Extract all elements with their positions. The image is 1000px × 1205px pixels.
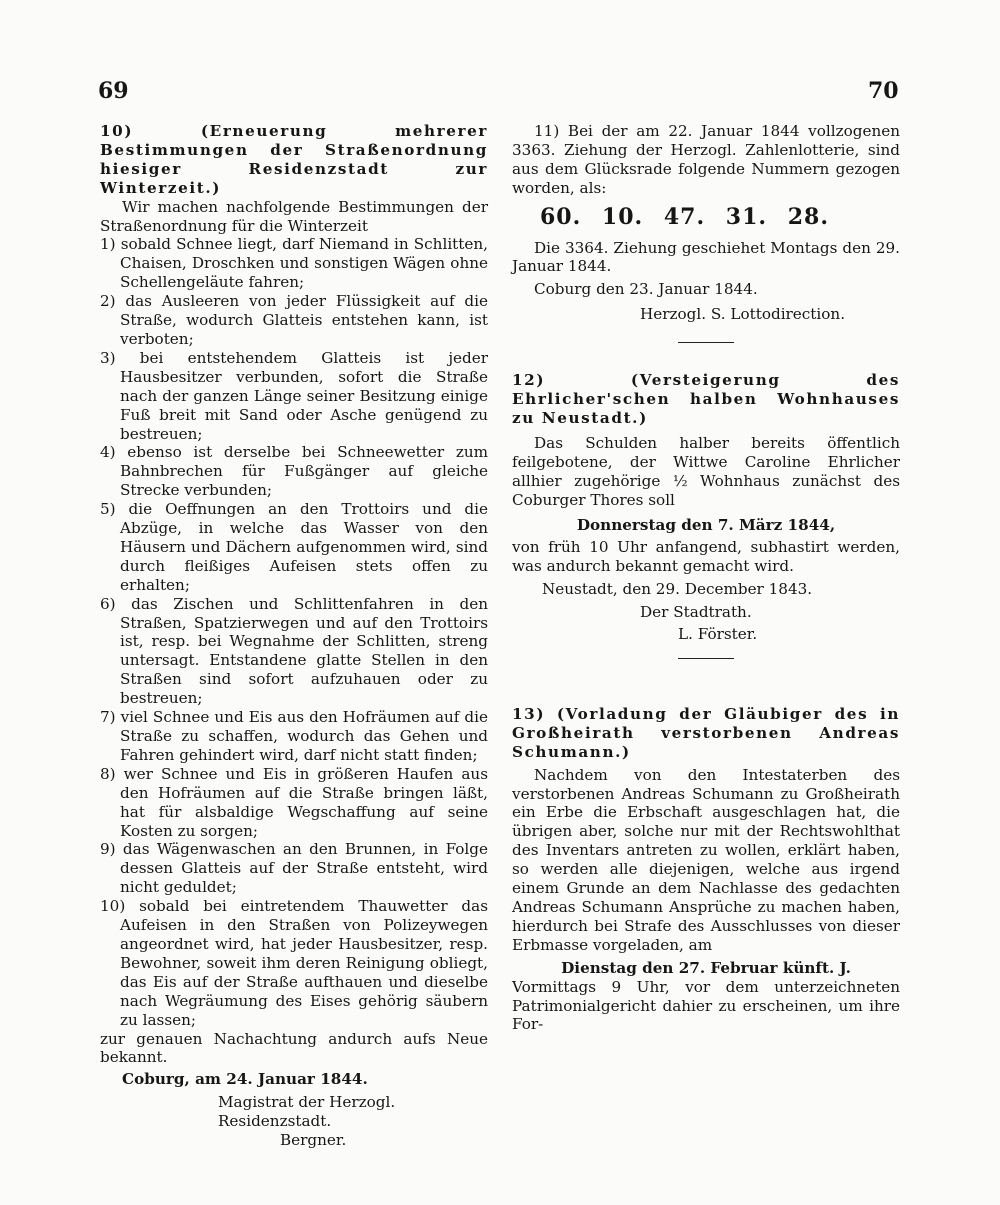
notice-12-authority: Der Stadtrath. xyxy=(640,603,752,622)
notice-11-date: Coburg den 23. Januar 1844. xyxy=(534,280,758,299)
page-number-right: 70 xyxy=(868,78,899,104)
regulation-item: 2) das Ausleeren von jeder Flüssigkeit auf die Straße, wodurch Glatteis entstehen kann, ist verboten; xyxy=(100,292,488,348)
regulation-item: 6) das Zischen und Schlittenfahren in den Straßen, Spatzierwegen und auf den Trottoirs ist, resp. bei Wegnahme der Schlitten, streng untersagt. Entstandene glatte Stellen in den Straßen sind sofort aufzuhauen oder zu bestreuen; xyxy=(100,594,488,708)
notice-10-intro: Wir machen nachfolgende Bestimmungen der Straßenordnung für die Winterzeit xyxy=(100,197,488,235)
right-column xyxy=(512,122,900,1034)
notice-10-authority: Magistrat der Herzogl. Residenzstadt. xyxy=(218,1093,396,1131)
notice-10-items xyxy=(100,235,488,1029)
notice-10-signature: Bergner. xyxy=(280,1131,347,1150)
notice-10-closing: zur genauen Nachachtung andurch aufs Neue bekannt. xyxy=(100,1029,488,1067)
page-number-left: 69 xyxy=(98,78,129,104)
regulation-item: 9) das Wägenwaschen an den Brunnen, in Folge dessen Glatteis auf der Straße entsteht, wird nicht geduldet; xyxy=(100,840,488,897)
regulation-item: 5) die Oeffnungen an den Trottoirs und die Abzüge, in welche das Wasser von den Häusern und Dächern aufgenommen wird, sind durch fleißiges Aufeisen stets offen zu erhalten; xyxy=(100,500,488,594)
regulation-item: 10) sobald bei eintretendem Thauwetter das Aufeisen in den Straßen von Polizeywegen angeordnet wird, hat jeder Hausbesitzer, resp. Bewohner, soweit ihm deren Reinigung obliegt, das Eis auf der Straße aufthauen und dieselbe nach Wegräumung des Eises gehörig säubern zu lassen; xyxy=(100,897,488,1029)
notice-11-text: 11) Bei der am 22. Januar 1844 vollzogenen 3363. Ziehung der Herzogl. Zahlenlotterie, sind aus dem Glücksrade folgende Nummern gezogen worden, als: xyxy=(512,122,900,197)
divider xyxy=(678,342,734,343)
notice-13-heading: 13) (Vorladung der Gläubiger des in Großheirath verstorbenen Andreas Schumann.) xyxy=(512,704,900,761)
left-column xyxy=(100,122,488,1150)
regulation-item: 8) wer Schnee und Eis in größeren Haufen aus den Hofräumen auf die Straße bringen läßt, hat für alsbaldige Wegschaffung auf seine Kosten zu sorgen; xyxy=(100,764,488,840)
regulation-item: 7) viel Schnee und Eis aus den Hofräumen auf die Straße zu schaffen, wodurch das Gehen und Fahren gehindert wird, darf nicht statt finden; xyxy=(100,708,488,764)
notice-12-signature: L. Förster. xyxy=(678,625,758,644)
notice-11-signature: Herzogl. S. Lottodirection. xyxy=(640,305,846,324)
notice-12-text: Das Schulden halber bereits öffentlich feilgebotene, der Wittwe Caroline Ehrlicher allhier zugehörige ½ Wohnhaus zunächst des Coburger Thores soll xyxy=(512,433,900,509)
notice-10-heading: 10) (Erneuerung mehrerer Bestimmungen der Straßenordnung hiesiger Residenzstadt zur Winterzeit.) xyxy=(100,122,488,197)
notice-12-place-date: Neustadt, den 29. December 1843. xyxy=(542,580,813,599)
lottery-numbers: 60. 10. 47. 31. 28. xyxy=(540,203,830,230)
notice-13-text-2: Vormittags 9 Uhr, vor dem unterzeichneten Patrimonialgericht dahier zu erscheinen, um ihre For- xyxy=(512,977,900,1034)
notice-11-next-draw: Die 3364. Ziehung geschiehet Montags den 29. Januar 1844. xyxy=(512,238,900,276)
regulation-item: 1) sobald Schnee liegt, darf Niemand in Schlitten, Chaisen, Droschken und sonstigen Wägen ohne Schellengeläute fahren; xyxy=(100,235,488,292)
divider xyxy=(678,658,734,659)
regulation-item: 4) ebenso ist derselbe bei Schneewetter zum Bahnbrechen für Fußgänger auf gleiche Strecke verbunden; xyxy=(100,443,488,500)
notice-12-heading: 12) (Versteigerung des Ehrlicher'schen halben Wohnhauses zu Neustadt.) xyxy=(512,371,900,427)
notice-12-text-2: von früh 10 Uhr anfangend, subhastirt werden, was andurch bekannt gemacht wird. xyxy=(512,538,900,576)
notice-12-auction-date: Donnerstag den 7. März 1844, xyxy=(576,515,836,534)
regulation-item: 3) bei entstehendem Glatteis ist jeder Hausbesitzer verbunden, sofort die Straße nach der ganzen Länge seiner Besitzung einige Fuß breit mit Sand oder Asche genügend zu bestreuen; xyxy=(100,348,488,443)
notice-13-hearing-date: Dienstag den 27. Februar künft. J. xyxy=(561,958,851,977)
notice-10-date: Coburg, am 24. Januar 1844. xyxy=(122,1070,368,1089)
notice-13-text: Nachdem von den Intestaterben des verstorbenen Andreas Schumann zu Großheirath ein Erbe die Erbschaft ausgeschlagen hat, die übrigen aber, solche nur mit der Rechtswohlthat des Inventars antreten zu wollen, erklärt haben, so werden alle diejenigen, welche aus irgend einem Grunde an dem Nachlasse des gedachten Andreas Schumann Ansprüche zu machen haben, hierdurch bei Strafe des Ausschlusses von dieser Erbmasse vorgeladen, am xyxy=(512,765,900,954)
